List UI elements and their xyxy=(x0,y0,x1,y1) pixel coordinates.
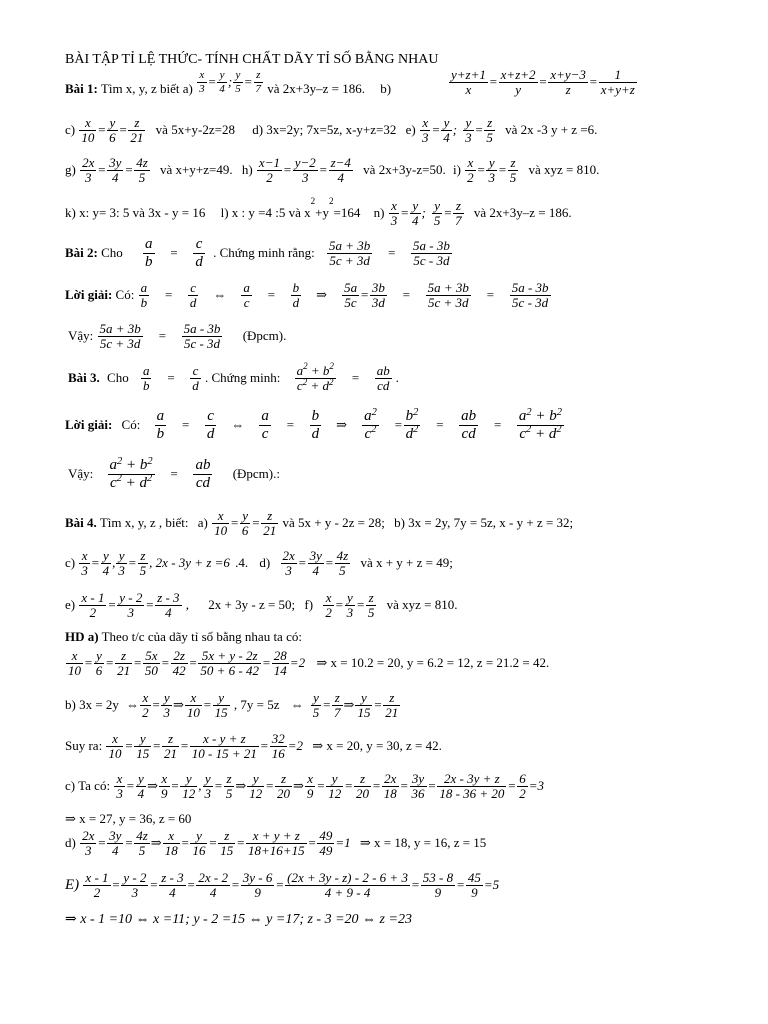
bai2-dpcm: (Đpcm). xyxy=(242,327,287,343)
bai3-solution-chain: $\frac{a}{b}$ = $\frac{c}{d}$ ⇔ $\frac{a}{c}$ = $\frac{b}{d}$ ⇒ $\frac{a^2}{c^2}$ = $\frac{b^2}{d^2}$ = $\frac{ab}{cd}$ = $\frac{a^2 + b^2}{c^2 + d^2}$ xyxy=(156,406,563,442)
bai1-c-formula: $\frac{x}{10}$ = $\frac{y}{6}$ = $\frac{z}{21}$ xyxy=(81,115,144,145)
bai1-a-label: a) xyxy=(182,81,193,97)
hd-c-pre: c) Ta có: xyxy=(65,777,111,793)
bai2-solution xyxy=(65,281,552,311)
bai1-e-label: e) xyxy=(405,121,416,137)
bai1-a-formula: $\frac{x}{3}$ = $\frac{y}{4}$ ; $\frac{y}{5}$ = $\frac{z}{7}$ xyxy=(199,69,261,95)
bai3-prove: . Chứng minh: xyxy=(205,369,281,385)
bai3-dpcm: (Đpcm).: xyxy=(232,465,280,481)
bai1-b-formula: $\frac{y+z+1}{x}$ = $\frac{x+z+2}{y}$ = $\frac{x+y-3}{z}$ = $\frac{1}{x+y+z}$ xyxy=(451,67,635,97)
bai4-c-formula: $\frac{x}{3}$ = $\frac{y}{4}$ , $\frac{y}{3}$ = $\frac{z}{5}$ , 2x - 3y + z =6 xyxy=(81,548,234,578)
bai1-row2 xyxy=(65,116,597,146)
hd-heading xyxy=(65,630,302,643)
bai1-e-cond: và 2x -3 y + z =6. xyxy=(505,121,598,137)
hd-c-row xyxy=(65,772,544,802)
bai4-row2 xyxy=(65,549,453,579)
bai3-given: $\frac{a}{b}$ = $\frac{c}{d}$ xyxy=(142,363,199,393)
bai3-co: Có: xyxy=(121,416,141,432)
bai1-a-cond: và 2x+3y–z = 186. xyxy=(267,81,365,97)
hd-b-result: x = 20, y = 30, z = 42. xyxy=(326,737,442,753)
bai4-a-formula: $\frac{x}{10}$ = $\frac{y}{6}$ = $\frac{z}{21}$ xyxy=(214,508,277,538)
bai2-claim: $\frac{5a + 3b}{5c + 3d}$ = $\frac{5a - 3b}{5c - 3d}$ xyxy=(328,238,450,268)
hd-c-result: x = 27, y = 36, z = 60 xyxy=(79,811,192,826)
hd-a-result: x = 10.2 = 20, y = 6.2 = 12, z = 21.2 = 42. xyxy=(330,654,550,670)
bai1-k: k) x: y= 3: 5 và 3x - y = 16 xyxy=(65,204,206,220)
bai1-row3 xyxy=(65,156,599,186)
hd-b-pre: b) 3x = 2y xyxy=(65,696,119,712)
bai4-a-label: a) xyxy=(197,514,208,530)
bai2-conclusion-formula: $\frac{5a + 3b}{5c + 3d}$ = $\frac{5a - 3b}{5c - 3d}$ xyxy=(99,321,221,351)
bai2-given: $\frac{a}{b}$ = $\frac{c}{d}$ xyxy=(145,236,203,270)
bai3-cho: Cho xyxy=(107,369,129,385)
hd-b-chain1: ⇔ $\frac{x}{2}$ = $\frac{y}{3}$ ⇒ $\frac{x}{10}$ = $\frac{y}{15}$ xyxy=(126,690,228,720)
bai2-statement xyxy=(65,237,453,271)
hd-b-mid: , 7y = 5z xyxy=(233,696,280,712)
hd-e-row xyxy=(65,871,499,901)
bai4-f-label: f) xyxy=(304,596,314,612)
bai1-c-label: c) xyxy=(65,121,76,137)
bai2-cho: Cho xyxy=(101,244,123,260)
bai1-n-formula: $\frac{x}{3}$ = $\frac{y}{4}$ ; $\frac{y}{5}$ = $\frac{z}{7}$ xyxy=(390,198,462,228)
bai1-e-formula: $\frac{x}{3}$ = $\frac{y}{4}$ ; $\frac{y}{3}$ = $\frac{z}{5}$ xyxy=(421,115,493,145)
hd-suy-ra: Suy ra: xyxy=(65,737,103,753)
hd-e-label: E) xyxy=(65,876,80,893)
page-title: BÀI TẬP TỈ LỆ THỨC- TÍNH CHẤT DÃY TỈ SỐ BẰNG NHAU xyxy=(65,52,439,67)
bai4-e-cond: 2x + 3y - z = 50; xyxy=(208,596,296,612)
hd-d-row: d) $\frac{2x}{3}$ = $\frac{3y}{4}$ = $\frac{4z}{5}$ ⇒ $\frac{x}{18}$ = $\frac{y}{16}$ = $\frac{z}{15}$ = $\frac{x + y + z}{18+16+15}$ = $\frac{49}{49}$ =1 ⇒ x = 18, y = 16, z = 15 xyxy=(65,828,487,858)
bai4-a-cond: và 5x + y - 2z = 28; xyxy=(282,514,385,530)
bai1-g-label: g) xyxy=(65,161,76,177)
hd-c-chain: $\frac{x}{3}$ = $\frac{y}{4}$ ⇒ $\frac{x}{9}$ = $\frac{y}{12}$ , $\frac{y}{3}$ = $\frac{z}{5}$ ⇒ $\frac{y}{12}$ = $\frac{z}{20}$ ⇒ $\frac{x}{9}$ = $\frac{y}{12}$ = $\frac{z}{20}$ = $\frac{2x}{18}$ = $\frac{3y}{36}$ = $\frac{2x - 3y + z}{18 - 36 + 20}$ = $\frac{6}{2}$ =3 xyxy=(116,771,544,801)
bai4-e-formula: $\frac{x - 1}{2}$ = $\frac{y - 2}{3}$ = $\frac{z - 3}{4}$ , xyxy=(81,590,193,620)
bai1-n-cond: và 2x+3y–z = 186. xyxy=(473,204,572,220)
bai2-solution-chain: $\frac{a}{b}$ = $\frac{c}{d}$ ⇔ $\frac{a}{c}$ = $\frac{b}{d}$ ⇒ $\frac{5a}{5c}$ = $\frac{3b}{3d}$ = $\frac{5a + 3b}{5c + 3d}$ = $\frac{5a - 3b}{5c - 3d}$ xyxy=(140,280,549,310)
hd-a-chain: $\frac{x}{10}$ = $\frac{y}{6}$ = $\frac{z}{21}$ = $\frac{5x}{50}$ = $\frac{2z}{42}$ = $\frac{5x + y - 2z}{50 + 6 - 42}$ = $\frac{28}{14}$ =2 xyxy=(68,648,309,678)
hd-b-chain2: ⇔ $\frac{y}{5}$ = $\frac{z}{7}$ ⇒ $\frac{y}{15}$ = $\frac{z}{21}$ xyxy=(290,690,399,720)
bai1-g-cond: và x+y+z=49. xyxy=(160,161,233,177)
hd-d-pre: d) xyxy=(65,834,76,850)
bai2-conclusion xyxy=(68,322,286,352)
hd-e-chain: $\frac{x - 1}{2}$ = $\frac{y - 2}{3}$ = $\frac{z - 3}{4}$ = $\frac{2x - 2}{4}$ = $\frac{3y - 6}{9}$ = $\frac{(2x + 3y - z) - 2 - 6 + 3}{4 + 9 - 4}$ = $\frac{53 - 8}{9}$ = $\frac{45}{9}$ =5 xyxy=(85,870,500,900)
bai1-i-cond: và xyz = 810. xyxy=(528,161,600,177)
bai4-label: Bài 4. xyxy=(65,514,97,530)
bai4-c-tail: .4. xyxy=(235,554,249,570)
bai4-b: b) 3x = 2y, 7y = 5z, x - y + z = 32; xyxy=(394,514,574,530)
bai4-d-label: d) xyxy=(259,554,271,570)
bai4-e-label: e) xyxy=(65,596,76,612)
hd-d-result: x = 18, y = 16, z = 15 xyxy=(374,834,487,850)
bai3-label: Bài 3. xyxy=(68,369,100,385)
bai2-solution-label: Lời giải: xyxy=(65,286,113,302)
bai1-row4 xyxy=(65,196,572,229)
bai1-g-formula: $\frac{2x}{3}$ = $\frac{3y}{4}$ = $\frac{4z}{5}$ xyxy=(82,155,148,185)
hd-label: HD a) xyxy=(65,629,99,644)
bai2-prove: . Chứng minh rằng: xyxy=(213,244,315,260)
hd-c-result-row: ⇒ x = 27, y = 36, z = 60 xyxy=(65,811,192,826)
hd-d-chain: $\frac{2x}{3}$ = $\frac{3y}{4}$ = $\frac{4z}{5}$ ⇒ $\frac{x}{18}$ = $\frac{y}{16}$ = $\frac{z}{15}$ = $\frac{x + y + z}{18+16+15}$ = $\frac{49}{49}$ =1 xyxy=(82,828,354,858)
bai2-label: Bài 2: xyxy=(65,244,98,260)
bai3-vay: Vậy: xyxy=(68,465,94,481)
bai4-f-formula: $\frac{x}{2}$ = $\frac{y}{3}$ = $\frac{z}{5}$ xyxy=(325,590,375,620)
bai4-intro: Tìm x, y, z , biết: xyxy=(99,514,189,530)
bai1-b-label: b) xyxy=(380,81,392,97)
bai4-d-cond: và x + y + z = 49; xyxy=(360,554,453,570)
bai1-row1 xyxy=(65,70,391,95)
bai1-h-cond: và 2x+3y-z=50. xyxy=(363,161,446,177)
bai4-row1 xyxy=(65,509,573,539)
bai1-c-cond: và 5x+y-2z=28 xyxy=(155,121,235,137)
bai1-intro: Tìm x, y, z biết xyxy=(100,81,180,97)
bai1-i-formula: $\frac{x}{2}$ = $\frac{y}{3}$ = $\frac{z}{5}$ xyxy=(467,155,517,185)
bai1-h-formula: $\frac{x-1}{2}$ = $\frac{y-2}{3}$ = $\frac{z-4}{4}$ xyxy=(258,155,351,185)
bai4-row3 xyxy=(65,591,458,621)
bai4-f-cond: và xyz = 810. xyxy=(386,596,458,612)
bai2-co: Có: xyxy=(115,286,135,302)
hd-b-chain3: $\frac{x}{10}$ = $\frac{y}{15}$ = $\frac{z}{21}$ = $\frac{x - y + z}{10 - 15 + 21}$ = $\frac{32}{16}$ =2 xyxy=(108,731,307,761)
hd-b-suyra-row: Suy ra: $\frac{x}{10}$ = $\frac{y}{15}$ = $\frac{z}{21}$ = $\frac{x - y + z}{10 - 15 + 21}$ = $\frac{32}{16}$ =2 ⇒ x = 20, y = 30, z = 42. xyxy=(65,731,442,761)
bai3-conclusion xyxy=(68,455,280,492)
bai1-n-label: n) xyxy=(373,204,385,220)
bai3-statement xyxy=(68,361,400,394)
hd-b-row xyxy=(65,691,401,721)
bai1-i-label: i) xyxy=(452,161,461,177)
bai4-d-formula: $\frac{2x}{3}$ = $\frac{3y}{4}$ = $\frac{4z}{5}$ xyxy=(282,548,349,578)
bai1-h-label: h) xyxy=(241,161,253,177)
bai1-d: d) 3x=2y; 7x=5z, x-y+z=32 xyxy=(252,121,397,137)
hd-e-final: ⇒ x - 1 =10 ⇔ x =11; y - 2 =15 ⇔ y =17; z - 3 =20 ⇔ z =23 xyxy=(65,912,412,927)
bai4-c-label: c) xyxy=(65,554,76,570)
bai2-vay: Vậy: xyxy=(68,327,94,343)
hd-a-row: $\frac{x}{10}$ = $\frac{y}{6}$ = $\frac{z}{21}$ = $\frac{5x}{50}$ = $\frac{2z}{42}$ = $\frac{5x + y - 2z}{50 + 6 - 42}$ = $\frac{28}{14}$ =2 ⇒ x = 10.2 = 20, y = 6.2 = 12, z = 21.2 = 42. xyxy=(65,649,549,679)
bai3-solution xyxy=(65,406,565,443)
bai1-label: Bài 1: xyxy=(65,81,98,97)
bai3-claim: $\frac{a^2 + b^2}{c^2 + d^2}$ = $\frac{ab}{cd}$ . xyxy=(296,361,400,393)
hd-intro: Theo t/c của dãy tỉ số bằng nhau ta có: xyxy=(101,629,302,644)
bai1-l: l) x : y =4 :5 và $x^2+y^2=164$ xyxy=(220,196,361,220)
bai3-solution-label: Lời giải: xyxy=(65,416,113,432)
bai3-conclusion-formula: $\frac{a^2 + b^2}{c^2 + d^2}$ = $\frac{ab}{cd}$ xyxy=(109,455,211,491)
